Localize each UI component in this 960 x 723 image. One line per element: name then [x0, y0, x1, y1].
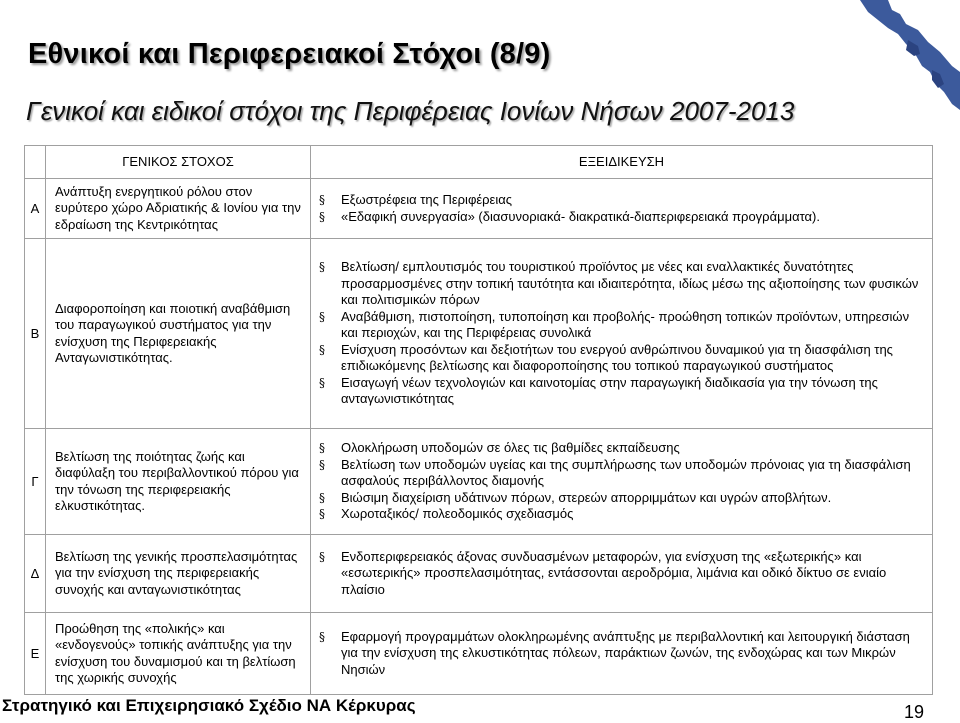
row-letter: Δ	[25, 535, 46, 613]
table-row	[25, 179, 933, 239]
row-goal-text: Διαφοροποίηση και ποιοτική αναβάθμιση του παραγωγικού συστήματος για την ενίσχυση της Περιφερειακής Ανταγωνιστικότητας.	[55, 300, 291, 365]
spec-bullet: § Ολοκλήρωση υποδομών σε όλες τις βαθμίδες εκπαίδευσης	[311, 440, 926, 457]
page-title: Εθνικοί και Περιφερειακοί Στόχοι (8/9)	[28, 38, 551, 70]
row-goal	[46, 239, 311, 429]
spec-bullet: § Βελτίωση των υποδομών υγείας και της συμπλήρωσης των υποδομών πρόνοιας για τη διασφάλιση ασφαλούς περιβάλλοντος διαμονής	[311, 457, 926, 490]
row-specification	[311, 613, 933, 695]
header-specification: ΕΞΕΙΔΙΚΕΥΣΗ	[311, 146, 933, 179]
row-specification	[311, 535, 933, 613]
table-row	[25, 429, 933, 535]
row-goal-text: Βελτίωση της ποιότητας ζωής και διαφύλαξη του περιβαλλοντικού πόρου για την τόνωση της περιφερειακής ελκυστικότητας.	[55, 448, 299, 513]
row-goal-text: Ανάπτυξη ενεργητικού ρόλου στον ευρύτερο χώρο Αδριατικής & Ιονίου για την εδραίωση της Κεντρικότητας	[55, 183, 301, 232]
spec-bullet: § «Εδαφική συνεργασία» (διασυνοριακά- διακρατικά-διαπεριφερειακά προγράμματα).	[311, 209, 926, 226]
spec-bullet: § Αναβάθμιση, πιστοποίηση, τυποποίηση και προβολής- προώθηση τοπικών προϊόντων, υπηρεσιών και περιοχών, και της Περιφέρειας συνολικά	[311, 309, 926, 342]
spec-bullet: § Ενίσχυση προσόντων και δεξιοτήτων του ενεργού ανθρώπινου δυναμικού για τη διασφάλιση της επιδιωκόμενης βελτίωσης και διαφοροποίησης του τοπικού παραγωγικού συστήματος	[311, 342, 926, 375]
page-number: 19	[903, 702, 924, 722]
header-general-goal: ΓΕΝΙΚΟΣ ΣΤΟΧΟΣ	[46, 146, 311, 179]
spec-bullet: § Βελτίωση/ εμπλουτισμός του τουριστικού προϊόντος με νέες και εναλλακτικές δυνατότητες προσαρμοσμένες στην τοπική ταυτότητα και ιδιαιτερότητα, ιδίως μέσω της αξιοποίησης των φυσικών και πολιτισμικών πόρων	[311, 259, 926, 309]
table-row	[25, 239, 933, 429]
row-specification	[311, 239, 933, 429]
row-specification	[311, 429, 933, 535]
row-goal	[46, 613, 311, 695]
spec-bullet: § Βιώσιμη διαχείριση υδάτινων πόρων, στερεών απορριμμάτων και υγρών αποβλήτων.	[311, 490, 926, 507]
spec-bullet: § Εφαρμογή προγραμμάτων ολοκληρωμένης ανάπτυξης με περιβαλλοντική και λειτουργική διάσταση για την ενίσχυση της ελκυστικότητας πόλεων, παράκτιων ζωνών, της ενδοχώρας και των Μικρών Νησιών	[311, 629, 926, 679]
row-goal	[46, 535, 311, 613]
header-letter-cell	[25, 146, 46, 179]
row-letter: Α	[25, 179, 46, 239]
spec-bullet: § Εισαγωγή νέων τεχνολογιών και καινοτομίας στην παραγωγική διαδικασία για την τόνωση της ανταγωνιστικότητας	[311, 375, 926, 408]
table-row	[25, 535, 933, 613]
spec-bullet: § Ενδοπεριφερειακός άξονας συνδυασμένων μεταφορών, για ενίσχυση της «εξωτερικής» και «εσωτερικής» προσπελασιμότητας, εντάσσονται αεροδρόμια, λιμάνια και οδικό δίκτυο σε ενιαίο πλαίσιο	[311, 549, 926, 599]
spec-bullet: § Εξωστρέφεια της Περιφέρειας	[311, 192, 926, 209]
page-subtitle: Γενικοί και ειδικοί στόχοι της Περιφέρειας Ιονίων Νήσων 2007-2013	[26, 96, 795, 126]
row-letter: Β	[25, 239, 46, 429]
row-specification	[311, 179, 933, 239]
goals-table	[24, 145, 933, 695]
table-header-row	[25, 146, 933, 179]
table-row	[25, 613, 933, 695]
ionian-islands-map-icon	[848, 0, 960, 110]
row-goal	[46, 429, 311, 535]
row-letter: Γ	[25, 429, 46, 535]
row-goal	[46, 179, 311, 239]
row-goal-text: Βελτίωση της γενικής προσπελασιμότητας για την ενίσχυση της περιφερειακής συνοχής και ανταγωνιστικότητας	[55, 548, 298, 597]
row-goal-text: Προώθηση της «πολικής» και «ενδογενούς» τοπικής ανάπτυξης για την ενίσχυση του δυναμισμού και τη βελτίωση της χωρικής συνοχής	[55, 620, 296, 685]
row-letter: Ε	[25, 613, 46, 695]
footer-text: Στρατηγικό και Επιχειρησιακό Σχέδιο ΝΑ Κέρκυρας	[2, 696, 416, 715]
spec-bullet: § Χωροταξικός/ πολεοδομικός σχεδιασμός	[311, 506, 926, 523]
